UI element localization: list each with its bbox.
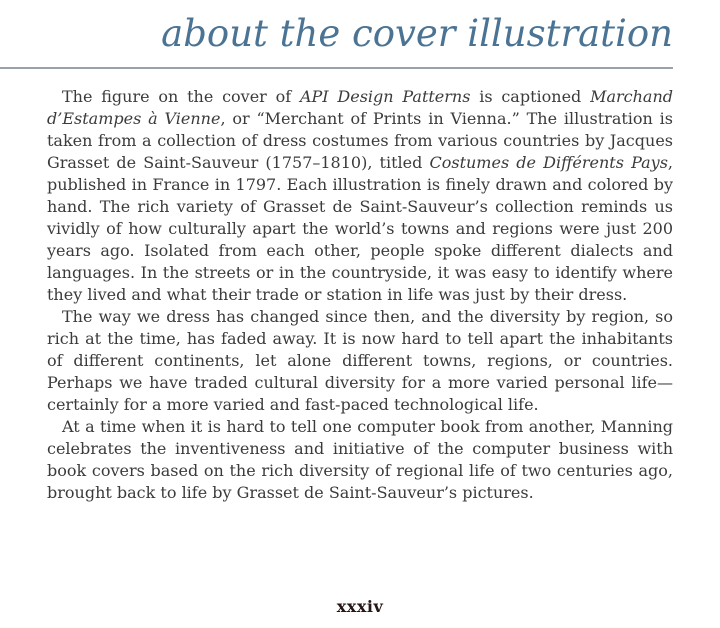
text-run: is captioned [470,87,591,106]
page-title: about the cover illustration [161,12,673,55]
paragraph [47,416,673,504]
text-run: At a time when it is hard to tell one computer book from another, Manning celebrates the inventiveness and initiative of the computer business with book covers based on the rich diversity of regional life of two centuries ago, brought back to life by Grasset de Saint-Sauveur’s pictures. [47,417,673,502]
text-run: , published in France in 1797. Each illustration is finely drawn and colored by hand. The rich variety of Grasset de Saint-Sauveur’s collection reminds us vividly of how culturally apart the world’s towns and regions were just 200 years ago. Isolated from each other, people spoke different dialects and languages. In the streets or in the countryside, it was easy to identify where they lived and what their trade or station in life was just by their dress. [47,153,673,304]
text-run: , or “Merchant of Prints in Vienna.” The illustration is taken from a collection of dress costumes from various countries by Jacques Grasset de Saint-Sauveur (1757–1810), titled [47,109,674,172]
page-footer [0,597,720,616]
italic-text-run: Costumes de Différents Pays [429,153,668,172]
text-run: The way we dress has changed since then, and the diversity by region, so rich at the time, has faded away. It is now hard to tell apart the inhabitants of different continents, let alone different towns, regions, or countries. Perhaps we have traded cultural diversity for a more varied personal life—certainly for a more varied and fast-paced technological life. [47,307,673,414]
paragraph [47,306,673,416]
italic-text-run: Marchand d’Estampes à Vienne [47,87,673,128]
italic-text-run: API Design Patterns [299,87,471,106]
paragraph [47,86,673,306]
page-header [0,0,720,69]
page-number: xxxiv [336,597,384,616]
body-text [0,69,720,504]
text-run: The figure on the cover of [62,87,300,106]
